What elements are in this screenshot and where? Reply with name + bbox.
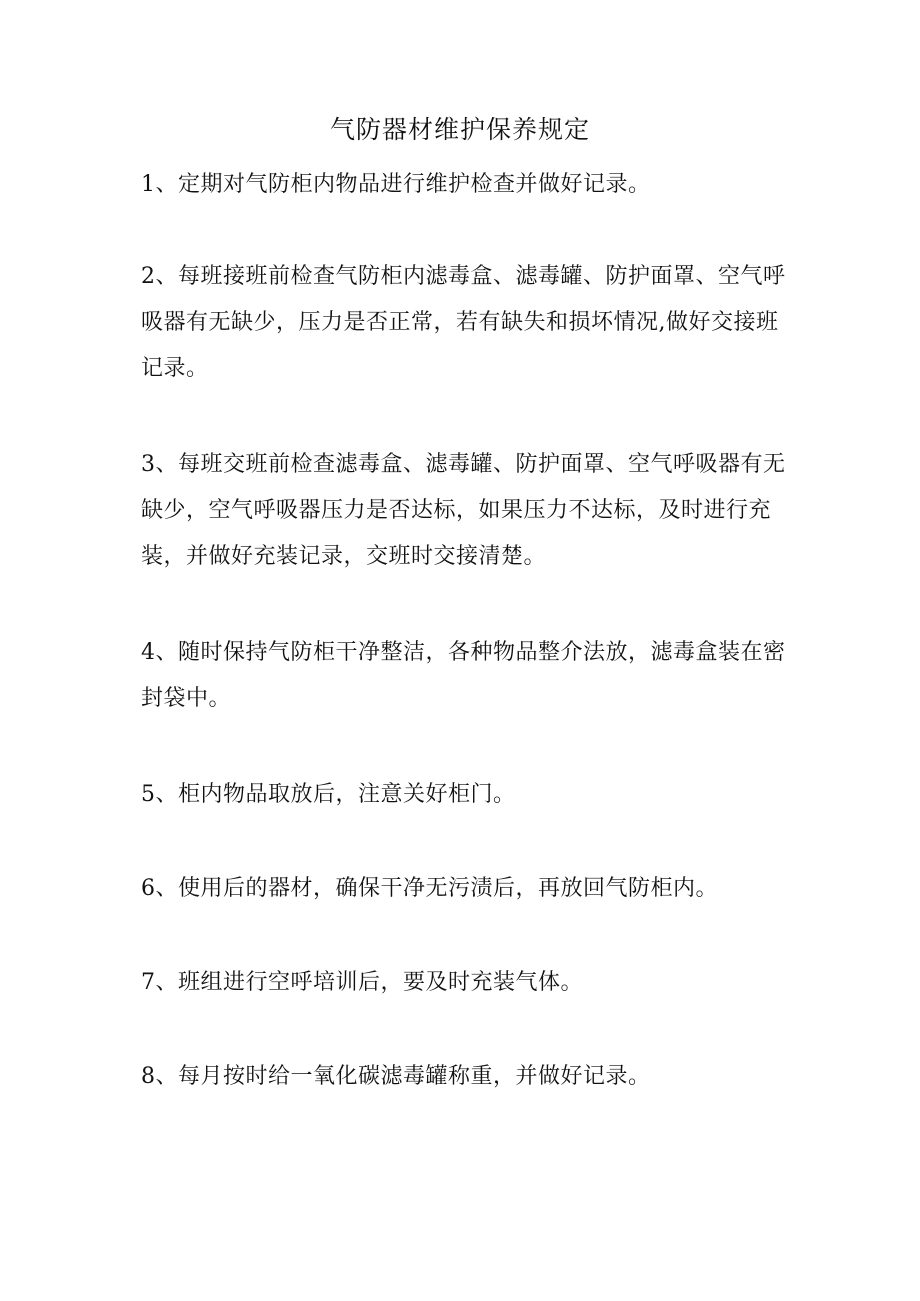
rule-item-3: 3、每班交班前检查滤毒盒、滤毒罐、防护面罩、空气呼吸器有无缺少，空气呼吸器压力是否达标，如果压力不达标，及时进行充装，并做好充装记录，交班时交接清楚。 [141,452,786,569]
rule-item-4: 4、随时保持气防柜干净整洁，各种物品整介法放，滤毒盒装在密封袋中。 [141,640,786,711]
rule-item-5: 5、柜内物品取放后，注意关好柜门。 [141,782,516,807]
rule-item-2: 2、每班接班前检查气防柜内滤毒盒、滤毒罐、防护面罩、空气呼吸器有无缺少，压力是否正常，若有缺失和损坏情况,做好交接班记录。 [141,264,786,381]
rule-item-6: 6、使用后的器材，确保干净无污渍后，再放回气防柜内。 [141,876,718,901]
document-title: 气防器材维护保养规定 [329,115,590,144]
rule-item-1: 1、定期对气防柜内物品进行维护检查并做好记录。 [141,172,651,197]
rule-item-8: 8、每月按时给一氧化碳滤毒罐称重，并做好记录。 [141,1064,651,1089]
rule-item-7: 7、班组进行空呼培训后，要及时充装气体。 [141,970,583,995]
